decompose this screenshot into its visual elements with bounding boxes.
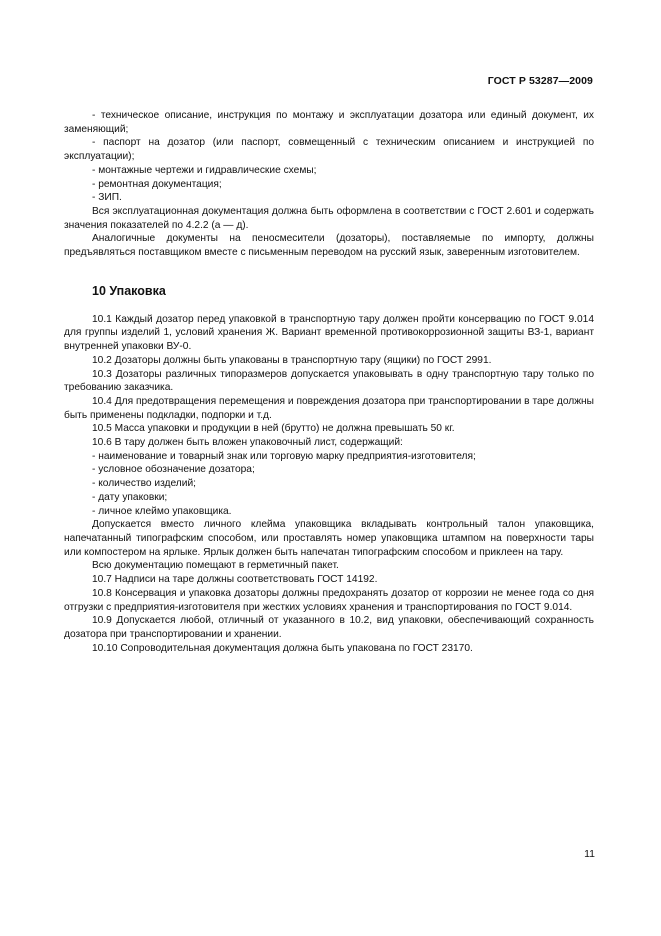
- paragraph: - ремонтная документация;: [92, 178, 222, 190]
- paragraph: Вся эксплуатационная документация должна быть оформлена в соответствии с ГОСТ 2.601 и содержать значения показателей по 4.2.2 (а — д).: [64, 205, 594, 231]
- paragraph: 10.8 Консервация и упаковка дозаторы должны предохранять дозатор от коррозии не менее года со дня отгрузки с предприятия-изготовителя при жестких условиях хранения и транспортирования по ГОСТ 9.014.: [64, 587, 594, 613]
- paragraph: 10.10 Сопроводительная документация должна быть упакована по ГОСТ 23170.: [92, 642, 473, 654]
- list-item: - личное клеймо упаковщика.: [92, 505, 232, 517]
- list-item: - условное обозначение дозатора;: [92, 464, 255, 476]
- paragraph: 10.3 Дозаторы различных типоразмеров допускается упаковывать в одну транспортную тару только по требованию заказчика.: [64, 368, 594, 394]
- list-item: - дату упаковки;: [92, 491, 168, 503]
- section-body: [64, 313, 594, 656]
- paragraph: 10.4 Для предотвращения перемещения и повреждения дозатора при транспортировании в таре должны быть применены подкладки, подпорки и т.д.: [64, 395, 594, 421]
- document-body: [64, 109, 594, 655]
- paragraph: - монтажные чертежи и гидравлические схемы;: [92, 164, 317, 176]
- paragraph: - ЗИП.: [92, 192, 122, 204]
- paragraph: 10.1 Каждый дозатор перед упаковкой в транспортную тару должен пройти консервацию по ГОСТ 9.014 для группы изделий 1, условий хранения Ж. Вариант временной противокоррозионной защиты ВЗ-1, вариант внутренней упаковки ВУ-0.: [64, 313, 594, 353]
- paragraph: Допускается вместо личного клейма упаковщика вкладывать контрольный талон упаковщика, напечатанный типографским способом, или проставлять номер упаковщика штампом на поверхности тары или компостером на ярлыке. Ярлык должен быть напечатан типографским способом и приклеен на тару.: [64, 519, 594, 558]
- paragraph: Аналогичные документы на пеносмесители (дозаторы), поставляемые по импорту, должны предъявляться поставщиком вместе с письменным переводом на русский язык, заверенным изготовителем.: [64, 233, 594, 259]
- paragraph: 10.7 Надписи на таре должны соответствовать ГОСТ 14192.: [92, 574, 378, 586]
- paragraph: - техническое описание, инструкция по монтажу и эксплуатации дозатора или единый документ, их заменяющий;: [64, 110, 594, 135]
- paragraph: 10.5 Масса упаковки и продукции в ней (брутто) не должна превышать 50 кг.: [92, 423, 455, 435]
- paragraph: - паспорт на дозатор (или паспорт, совмещенный с техническим описанием и инструкцией по эксплуатации);: [64, 137, 594, 163]
- paragraph: 10.6 В тару должен быть вложен упаковочный лист, содержащий:: [92, 437, 403, 449]
- section-heading: 10 Упаковка: [92, 283, 166, 298]
- list-item: - наименование и товарный знак или торговую марку предприятия-изготовителя;: [92, 450, 476, 462]
- paragraph: 10.9 Допускается любой, отличный от указанного в 10.2, вид упаковки, обеспечивающий сохранность дозатора при транспортировании и хранении.: [64, 615, 594, 640]
- page-number: 11: [584, 848, 595, 860]
- list-item: - количество изделий;: [92, 478, 196, 490]
- standard-id-header: ГОСТ Р 53287—2009: [487, 75, 593, 87]
- paragraph: 10.2 Дозаторы должны быть упакованы в транспортную тару (ящики) по ГОСТ 2991.: [92, 354, 492, 366]
- documentation-list: [64, 109, 594, 260]
- paragraph: Всю документацию помещают в герметичный пакет.: [92, 560, 339, 572]
